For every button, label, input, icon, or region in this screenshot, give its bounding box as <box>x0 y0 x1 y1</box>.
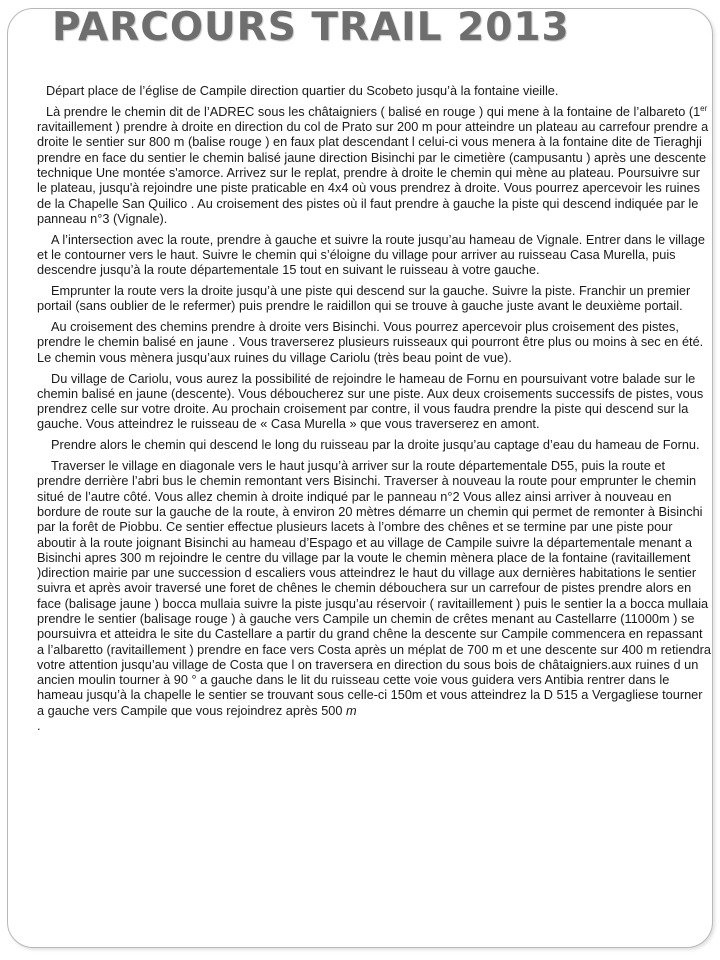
paragraph-final-text: Traverser le village en diagonale vers le haut jusqu’à arriver sur la route départementale D55, puis la route et prendre derrière l’abri bus le chemin remontant vers Bisinchi. Traverser à nouveau la route pour emprunter le chemin situé de l’autre côté. Vous allez chemin à droite indiqué par le panneau n°2 Vous allez ainsi arriver à nouveau en bordure de route sur la gauche de la route, à environ 20 mètres démarre un chemin qui permet de remonter à Bisinchi par la forêt de Piobbu. Ce sentier effectue plusieurs lacets à l’ombre des chênes et se termine par une piste pour aboutir à la route joignant Bisinchi au hameau d’Espago et au village de Campile suivre la départementale menant a Bisinchi apres 300 m rejoindre le centre du village par la voute le chemin mènera place de la fontaine (ravitaillement )direction mairie par une succession d escaliers vous atteindrez le haut du village aux dernières habitations le sentier suivra et après avoir traversé une foret de chênes le chemin débouchera sur un carrefour de pistes prendre alors en face (balisage jaune ) bocca mullaia suivre la piste jusqu’au réservoir ( ravitaillement ) puis le sentier la a bocca mullaia prendre le sentier (balisage rouge ) à gauche vers Campile un chemin de crêtes menant au Castellarre (11000m ) se poursuivra et atteidra le site du Castellare a partir du grand chêne la descente sur Campile commencera en repassant a l’albaretto (ravitaillement ) prendre en face vers Costa après un méplat de 700 m et une descente sur 400 m retiendra votre attention jusqu’au village de Costa que l on traversera en direction du sous bois de châtaigniers.aux ruines d un ancien moulin tourner à 90 ° a gauche dans le lit du ruisseau cette voie vous guidera vers Antibia rentrer dans le hameau jusqu’à la chapelle le sentier se trouvant sous celle-ci 150m et vous atteindrez la D 515 a Vergagliese tourner a gauche vers Campile que vous rejoindrez après 500 <box>37 458 711 718</box>
paragraph-adrec-part1: Là prendre le chemin dit de l’ADREC sous les châtaigniers ( balisé en rouge ) qui mene à la fontaine de l’albareto (1 <box>46 103 701 119</box>
document-body <box>37 83 711 739</box>
paragraph-adrec-part2: ravitaillement ) prendre à droite en direction du col de Prato sur 200 m pour atteindre un plateau au carrefour prendre a droite le sentier sur 800 m (balise rouge ) en faux plat descendant l celui-ci vous menera à la fontaine dite de Tieraghji prendre en face du sentier le chemin balisé jaune direction Bisinchi par le cimetière (campusantu ) après une descente technique Une montée s'amorce. Arrivez sur le replat, prendre à droite le chemin qui mène au plateau. Poursuivre sur le plateau, jusqu'à rejoindre une piste praticable en 4x4 où vous prendrez à droite. Vous pourrez apercevoir les ruines de la Chapelle San Quilico . Au croisement des pistes où il faut prendre à gauche la piste qui descend indiquée par le panneau n°3 (Vignale). <box>37 119 709 226</box>
paragraph-cariolu: Au croisement des chemins prendre à droite vers Bisinchi. Vous pourrez apercevoir plus croisement des pistes, prendre le chemin balisé en jaune . Vous traverserez plusieurs ruisseaux qui pourront être plus ou moins à sec en été. Le chemin vous mènera jusqu’aux ruines du village Cariolu (très beau point de vue). <box>37 319 704 365</box>
ordinal-superscript: er <box>700 103 708 113</box>
paragraph-depart: Départ place de l’église de Campile direction quartier du Scobeto jusqu’à la fontaine vieille. <box>46 83 559 98</box>
paragraph-portail: Emprunter la route vers la droite jusqu’à une piste qui descend sur la gauche. Suivre la piste. Franchir un premier portail (sans oublier de le refermer) puis prendre le raidillon qui se trouve à gauche juste avant le deuxième portail. <box>37 283 691 314</box>
paragraph-vignale: A l’intersection avec la route, prendre à gauche et suivre la route jusqu’au hameau de Vignale. Entrer dans le village et le contourner vers le haut. Suivre le chemin qui s’éloigne du village pour arriver au ruisseau Casa Murella, puis descendre jusqu’à la route départementale 15 tout en suivant le ruisseau à votre gauche. <box>37 231 705 278</box>
paragraph-final-unit: m <box>346 702 357 718</box>
page-title: PARCOURS TRAIL 2013 <box>52 5 570 50</box>
paragraph-bisinchi-campile <box>37 458 711 733</box>
paragraph-fornu: Du village de Cariolu, vous aurez la possibilité de rejoindre le hameau de Fornu en poursuivant votre balade sur le chemin balisé en jaune (descente). Vous déboucherez sur une piste. Aux deux croisements successifs de pistes, vous prendrez celle sur votre droite. Au prochain croisement par contre, il vous faudra prendre la piste qui descend sur la gauche. Vous atteindrez le ruisseau de « Casa Murella » que vous traverserez en amont. <box>37 370 704 432</box>
paragraph-adrec <box>37 104 711 226</box>
paragraph-captage: Prendre alors le chemin qui descend le long du ruisseau par la droite jusqu’au captage d’eau du hameau de Fornu. <box>51 437 700 453</box>
paragraph-final-period: . <box>37 718 41 734</box>
